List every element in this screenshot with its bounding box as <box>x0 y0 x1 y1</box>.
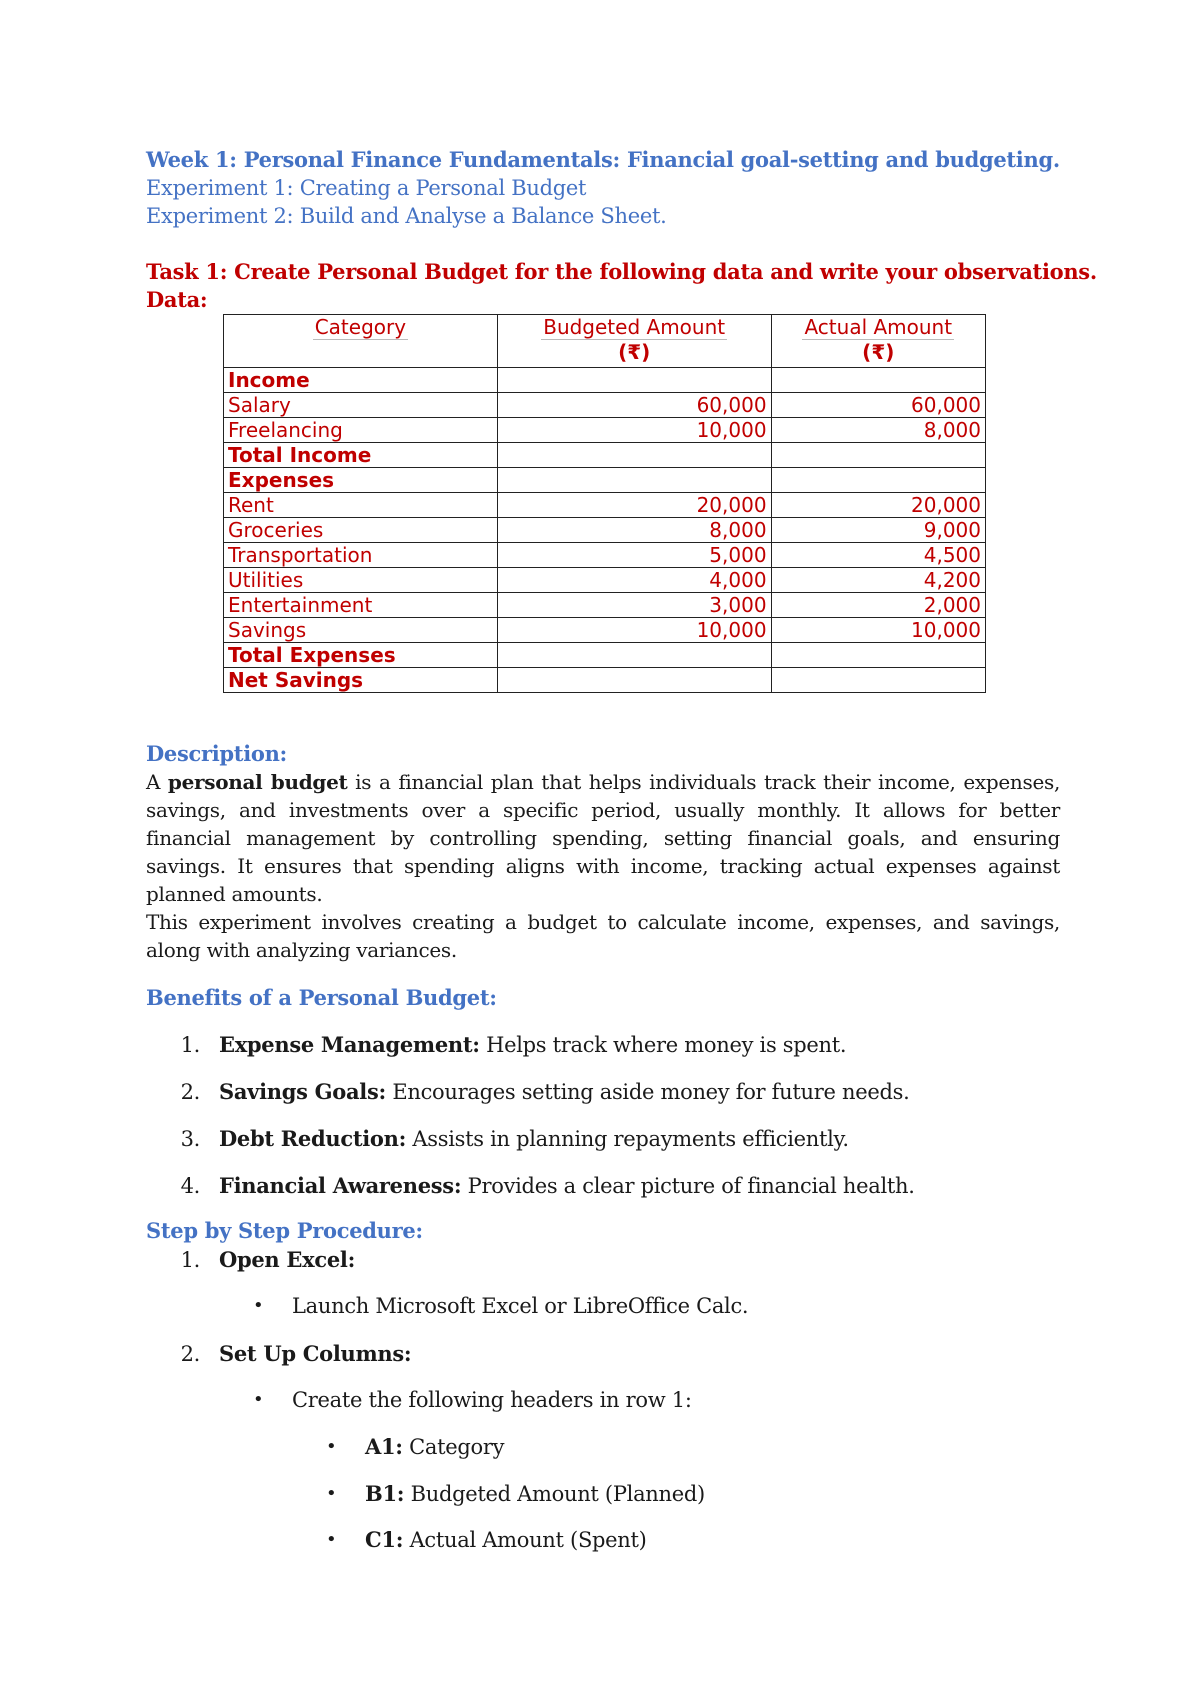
procedure-heading: Step by Step Procedure: <box>146 1218 423 1243</box>
document-page: Week 1: Personal Finance Fundamentals: Financial goal-setting and budgeting. Experiment 1: Creating a Personal Budget Experiment 2: Build and Analyse a Balance Sheet. Task 1: Create Personal Budget for the following data and write your observations. Data: Category Budgeted Amount (₹) Actual Amount (₹) Income Salary 60,000 60,000 Freelancing 10,000 8,000 Total Income Expenses Rent 20,000 20,000 Groceries 8,000 9,000 Transportation 5,000 4,500 Utilities 4,000 4,200 Entertainment 3,000 2,000 Savings 10,000 10,000 Total Expenses Net Savings Description: A personal budget is a financial plan that helps individuals track their income, expenses, savings, and investments over a specific period, usually monthly. It allows for better financial management by controlling spending, setting financial goals, and ensuring savings. It ensures that spending aligns with income, tracking actual expenses against planned amounts. This experiment involves creating a budget to calculate income, expenses, and savings, along with analyzing variances. Benefits of a Personal Budget: 1. Expense Management: Helps track where money is spent. 2. Savings Goals: Encourages setting aside money for future needs. 3. Debt Reduction: Assists in planning repayments efficiently. 4. Financial Awareness: Provides a clear picture of financial health. Step by Step Procedure: 1. Open Excel: • Launch Microsoft Excel or LibreOffice Calc. 2. Set Up Columns: • Create the following headers in row 1: • A1: Category • B1: Budgeted Amount (Planned) • C1: Actual Amount (Spent) <box>146 147 1097 1552</box>
table-row: Net Savings <box>224 668 986 693</box>
week-heading: Week 1: Personal Finance Fundamentals: Financial goal-setting and budgeting. <box>146 147 1060 172</box>
table-row: Freelancing 10,000 8,000 <box>224 418 986 443</box>
data-label: Data: <box>146 287 208 312</box>
table-row: Utilities 4,000 4,200 <box>224 568 986 593</box>
experiment-2: Experiment 2: Build and Analyse a Balance Sheet. <box>146 204 667 228</box>
description-paragraph-1: A personal budget is a financial plan that helps individuals track their income, expenses, savings, and investments over a specific period, usually monthly. It allows for better financial management by controlling spending, setting financial goals, and ensuring savings. It ensures that spending aligns with income, tracking actual expenses against planned amounts. <box>146 770 1061 906</box>
table-row: Transportation 5,000 4,500 <box>224 543 986 568</box>
experiment-1: Experiment 1: Creating a Personal Budget <box>146 176 587 200</box>
table-row: Groceries 8,000 9,000 <box>224 518 986 543</box>
table-row: Rent 20,000 20,000 <box>224 493 986 518</box>
table-row: Expenses <box>224 468 986 493</box>
benefits-heading: Benefits of a Personal Budget: <box>146 985 497 1010</box>
table-row: Income <box>224 368 986 393</box>
table-row: Entertainment 3,000 2,000 <box>224 593 986 618</box>
description-heading: Description: <box>146 741 288 766</box>
description-paragraph-2: This experiment involves creating a budget to calculate income, expenses, and savings, along with analyzing variances. <box>146 910 1060 962</box>
budget-table <box>223 314 986 693</box>
table-row: Salary 60,000 60,000 <box>224 393 986 418</box>
header-budgeted: Budgeted Amount (₹) <box>497 315 771 368</box>
header-category: Category <box>224 315 498 368</box>
table-row: Total Income <box>224 443 986 468</box>
table-row: Savings 10,000 10,000 <box>224 618 986 643</box>
task-title: Task 1: Create Personal Budget for the following data and write your observations. <box>146 259 1097 284</box>
table-header-row <box>224 315 986 368</box>
description-text <box>146 768 1060 964</box>
header-actual: Actual Amount (₹) <box>771 315 985 368</box>
table-row: Total Expenses <box>224 643 986 668</box>
